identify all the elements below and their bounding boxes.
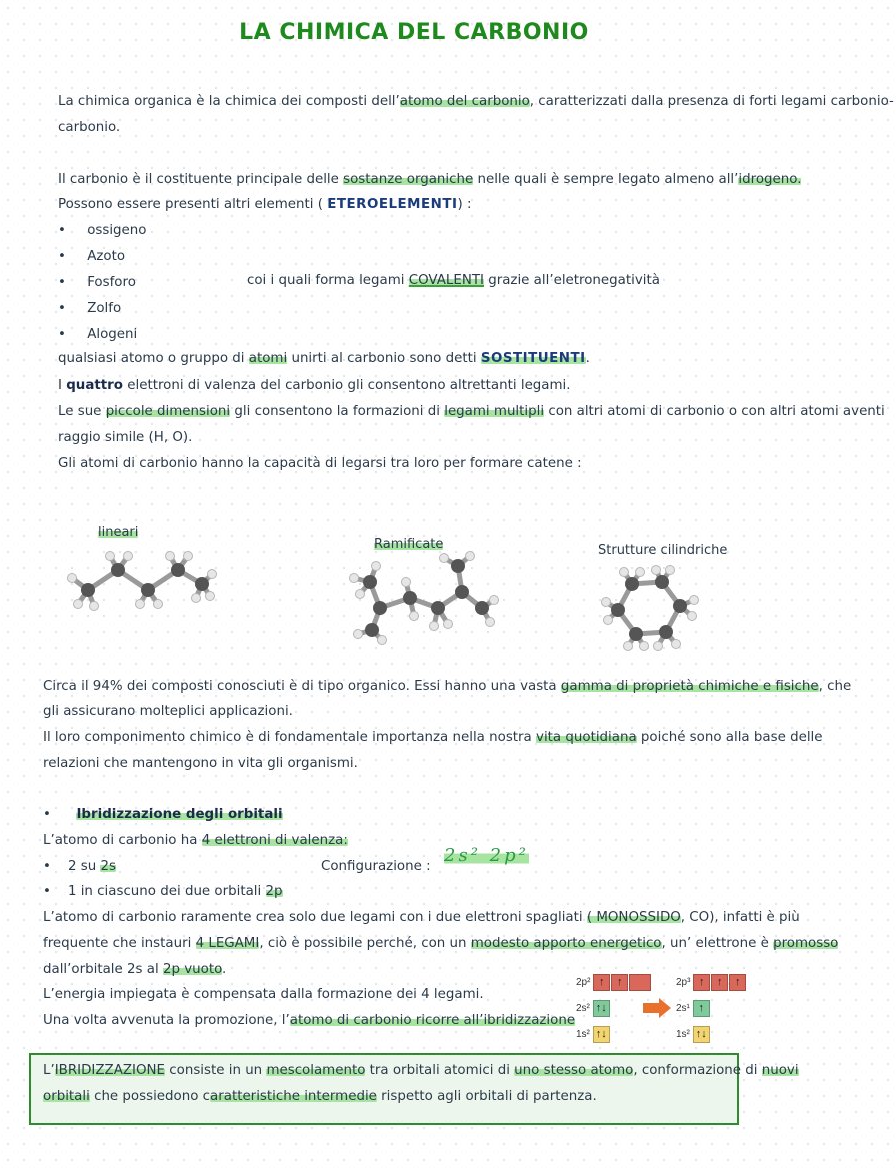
definition-line-2: orbitali che possiedono caratteristiche intermedie rispetto agli orbitali di partenza.: [43, 1089, 597, 1104]
section-heading-hybridization: • Ibridizzazione degli orbitali: [43, 807, 283, 822]
label-linear: lineari: [98, 525, 139, 540]
promotion-arrow-icon: [643, 998, 671, 1018]
covalent-note: coi i quali forma legami COVALENTI grazie all’eletronegatività: [247, 273, 660, 288]
orbital-row-left-2s: 2s² ↑↓: [576, 1000, 611, 1017]
intro-paragraph-2: Il carbonio è il costituente principale delle sostanze organiche nelle quali è sempre legato almeno all’idrogeno.: [58, 172, 802, 187]
organic-paragraph-2: Il loro componimento chimico è di fondamentale importanza nella nostra vita quotidiana poiché sono alla base delle: [43, 730, 823, 745]
element-list-item: • Azoto: [58, 249, 126, 264]
orbital-row-left-2p: 2p² ↑ ↑: [576, 974, 652, 991]
organic-paragraph-2-cont: relazioni che mantengono in vita gli organismi.: [43, 756, 358, 771]
chains-line: Gli atomi di carbonio hanno la capacità di legarsi tra loro per formare catene :: [58, 456, 582, 471]
definition-line-1: L’IBRIDIZZAZIONE consiste in un mescolamento tra orbitali atomici di uno stesso atomo, conformazione di nuovi: [43, 1063, 799, 1078]
element-list-item: • Fosforo: [58, 275, 136, 290]
substituents-line: qualsiasi atomo o gruppo di atomi unirti al carbonio sono detti SOSTITUENTI.: [58, 351, 590, 366]
valence-line: I quattro elettroni di valenza del carbonio gli consentono altrettanti legami.: [58, 378, 571, 393]
hybrid-line-2: L’atomo di carbonio raramente crea solo due legami con i due elettroni spagliati ( MONOSSIDO, CO), infatti è più: [43, 910, 800, 925]
label-branched: Ramificate: [374, 537, 444, 552]
dimensions-line-cont: raggio simile (H, O).: [58, 430, 193, 445]
config-value: 2s² 2p²: [444, 845, 529, 866]
cyclic-molecule-image: [600, 566, 700, 650]
orbital-row-right-1s: 1s² ↑↓: [676, 1026, 711, 1043]
hybrid-bullet-1: • 2 su 2s: [43, 859, 116, 874]
hybrid-line-3: frequente che instauri 4 LEGAMI, ciò è possibile perché, con un modesto apporto energetico, un’ elettrone è promosso: [43, 936, 839, 951]
intro-paragraph-3: Possono essere presenti altri elementi ( ETEROELEMENTI) :: [58, 197, 472, 212]
branched-molecule-image: [340, 552, 500, 642]
orbital-row-right-2p: 2p³ ↑ ↑ ↑: [676, 974, 747, 991]
hybrid-line-6: Una volta avvenuta la promozione, l’atomo di carbonio ricorre all’ibridizzazione: [43, 1013, 576, 1028]
dimensions-line: Le sue piccole dimensioni gli consentono la formazioni di legami multipli con altri atomi di carbonio o con altri atomi aventi: [58, 404, 885, 419]
config-label: Configurazione :: [321, 859, 431, 874]
orbital-row-left-1s: 1s² ↑↓: [576, 1026, 611, 1043]
organic-paragraph-cont: gli assicurano molteplici applicazioni.: [43, 704, 293, 719]
orbital-row-right-2s: 2s¹ ↑: [676, 1000, 711, 1017]
element-list-item: • Zolfo: [58, 301, 122, 316]
hybrid-line-1: L’atomo di carbonio ha 4 elettroni di valenza:: [43, 833, 348, 848]
organic-paragraph: Circa il 94% dei composti conosciuti è di tipo organico. Essi hanno una vasta gamma di proprietà chimiche e fisiche, che: [43, 679, 852, 694]
element-list-item: • Alogeni: [58, 327, 138, 342]
element-list-item: • ossigeno: [58, 223, 147, 238]
intro-paragraph-1: La chimica organica è la chimica dei composti dell’atomo del carbonio, caratterizzati dalla presenza di forti legami carbonio-: [58, 94, 894, 109]
hybrid-line-4: dall’orbitale 2s al 2p vuoto.: [43, 962, 227, 977]
page-title: LA CHIMICA DEL CARBONIO: [239, 20, 589, 45]
hybrid-bullet-2: • 1 in ciascuno dei due orbitali 2p: [43, 884, 283, 899]
label-cyclic: Strutture cilindriche: [598, 543, 728, 558]
linear-molecule-image: [60, 548, 220, 618]
intro-paragraph-1-cont: carbonio.: [58, 120, 121, 135]
hybrid-line-5: L’energia impiegata è compensata dalla formazione dei 4 legami.: [43, 987, 484, 1002]
